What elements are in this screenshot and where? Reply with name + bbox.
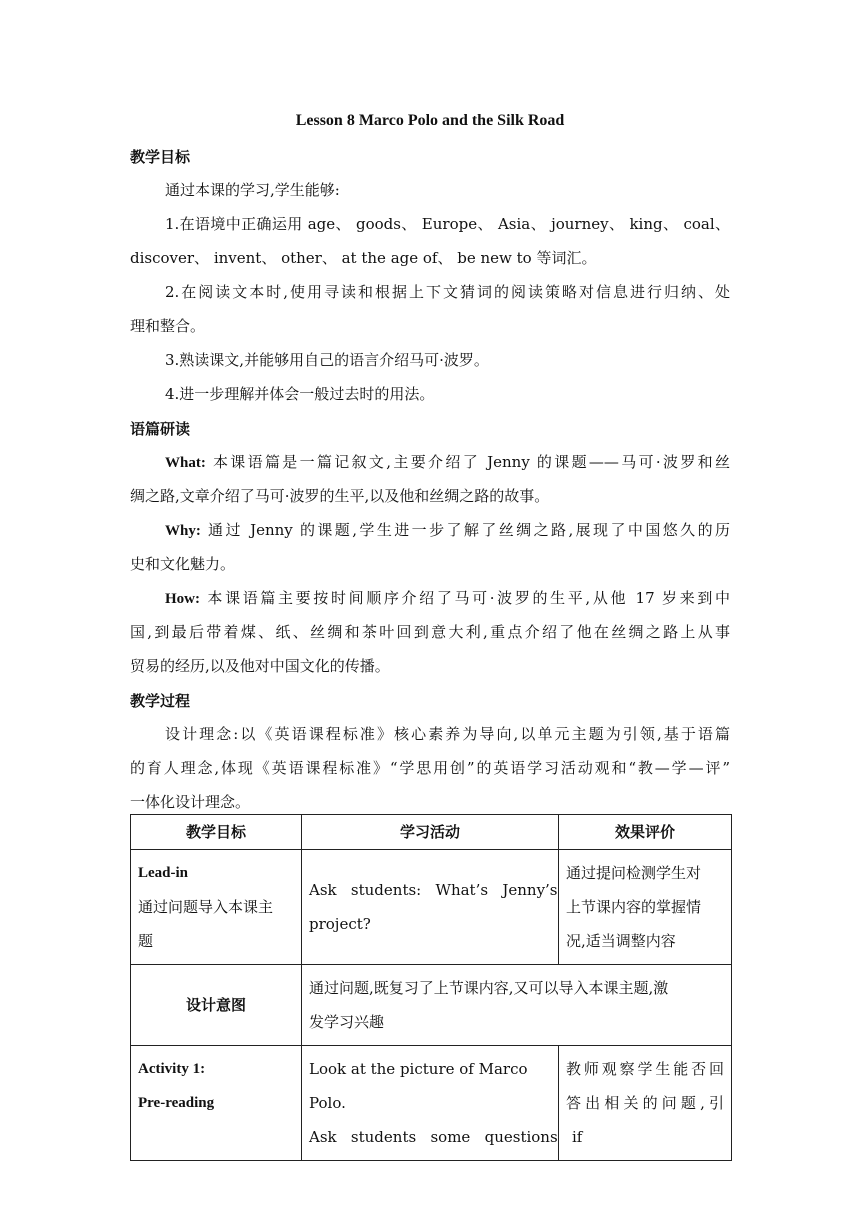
what-line-2: 绸之路,文章介绍了马可·波罗的生平,以及他和丝绸之路的故事。 bbox=[130, 487, 550, 505]
row3-activity-line1: Look at the picture of Marco Polo. bbox=[309, 1060, 528, 1112]
heading-teaching-goals: 教学目标 bbox=[130, 148, 191, 166]
row3-eval-line2: 答出相关的问题,引 bbox=[566, 1094, 724, 1112]
why-line-2: 史和文化魅力。 bbox=[130, 555, 236, 573]
how-line-3: 贸易的经历,以及他对中国文化的传播。 bbox=[130, 657, 390, 675]
goal-1-line-1: 1.在语境中正确运用 age、 goods、 Europe、 Asia、 journey、 king、 coal、 bbox=[165, 215, 730, 233]
why-label: Why: bbox=[165, 523, 201, 539]
design-line-2: 的育人理念,体现《英语课程标准》“学思用创”的英语学习活动观和“教—学—评” bbox=[130, 759, 730, 777]
row3-goal bbox=[131, 1046, 302, 1161]
what-text: 本课语篇是一篇记叙文,主要介绍了 Jenny 的课题——马可·波罗和丝 bbox=[212, 453, 730, 471]
row1-evaluation bbox=[559, 850, 732, 965]
row2-intent-line2: 发学习兴趣 bbox=[309, 1013, 385, 1031]
heading-teaching-process: 教学过程 bbox=[130, 692, 191, 710]
design-line-1: 设计理念:以《英语课程标准》核心素养为导向,以单元主题为引领,基于语篇 bbox=[165, 725, 730, 743]
what-line-1 bbox=[165, 452, 730, 473]
row2-intent-line1: 通过问题,既复习了上节课内容,又可以导入本课主题,激 bbox=[309, 979, 669, 997]
header-evaluation: 效果评价 bbox=[559, 815, 732, 850]
why-text: 通过 Jenny 的课题,学生进一步了解了丝绸之路,展现了中国悠久的历 bbox=[208, 521, 730, 539]
header-goal: 教学目标 bbox=[131, 815, 302, 850]
row3-activity-line2: Ask students some questions if bbox=[309, 1128, 583, 1146]
lesson-plan-table bbox=[130, 814, 732, 1161]
row1-goal-line2: 题 bbox=[138, 932, 154, 950]
table-row bbox=[131, 1046, 732, 1161]
row3-eval-line1: 教师观察学生能否回 bbox=[566, 1060, 724, 1078]
goal-2-line-2: 理和整合。 bbox=[130, 317, 206, 335]
goal-1-line-2: discover、 invent、 other、 at the age of、 be new to 等词汇。 bbox=[130, 249, 597, 267]
lesson-title: Lesson 8 Marco Polo and the Silk Road bbox=[295, 112, 565, 129]
goal-2-line-1: 2.在阅读文本时,使用寻读和根据上下文猜词的阅读策略对信息进行归纳、处 bbox=[165, 283, 730, 301]
row3-activity bbox=[302, 1046, 583, 1161]
row1-activity bbox=[302, 850, 559, 965]
table-row bbox=[131, 850, 732, 965]
header-activity: 学习活动 bbox=[302, 815, 559, 850]
heading-text-analysis: 语篇研读 bbox=[130, 420, 191, 438]
row1-eval-line2: 上节课内容的掌握情 bbox=[566, 898, 702, 916]
table-row bbox=[131, 965, 732, 1046]
design-line-3: 一体化设计理念。 bbox=[130, 793, 251, 811]
row1-goal-line1: 通过问题导入本课主 bbox=[138, 898, 274, 916]
row1-goal bbox=[131, 850, 302, 965]
row1-goal-bold: Lead-in bbox=[138, 865, 189, 881]
row3-evaluation bbox=[559, 1046, 732, 1161]
table-header-row bbox=[131, 815, 732, 850]
row1-eval-line3: 况,适当调整内容 bbox=[566, 932, 676, 950]
what-label: What: bbox=[165, 455, 206, 471]
how-text: 本课语篇主要按时间顺序介绍了马可·波罗的生平,从他 17 岁来到中 bbox=[207, 589, 730, 607]
how-label: How: bbox=[165, 591, 200, 607]
why-line-1 bbox=[165, 520, 730, 541]
row2-intent bbox=[302, 965, 732, 1046]
how-line-2: 国,到最后带着煤、纸、丝绸和茶叶回到意大利,重点介绍了他在丝绸之路上从事 bbox=[130, 623, 730, 641]
row1-activity-line2: project? bbox=[309, 915, 371, 933]
goals-intro: 通过本课的学习,学生能够: bbox=[165, 181, 340, 199]
goal-4: 4.进一步理解并体会一般过去时的用法。 bbox=[165, 385, 435, 403]
how-line-1 bbox=[165, 588, 730, 609]
row3-goal-line1: Activity 1: bbox=[138, 1061, 206, 1077]
row3-goal-line2: Pre-reading bbox=[138, 1095, 215, 1111]
goal-3: 3.熟读课文,并能够用自己的语言介绍马可·波罗。 bbox=[165, 351, 489, 369]
row1-eval-line1: 通过提问检测学生对 bbox=[566, 864, 702, 882]
row1-activity-line1: Ask students: What’s Jenny’s bbox=[309, 881, 558, 899]
row2-label: 设计意图 bbox=[131, 965, 302, 1046]
